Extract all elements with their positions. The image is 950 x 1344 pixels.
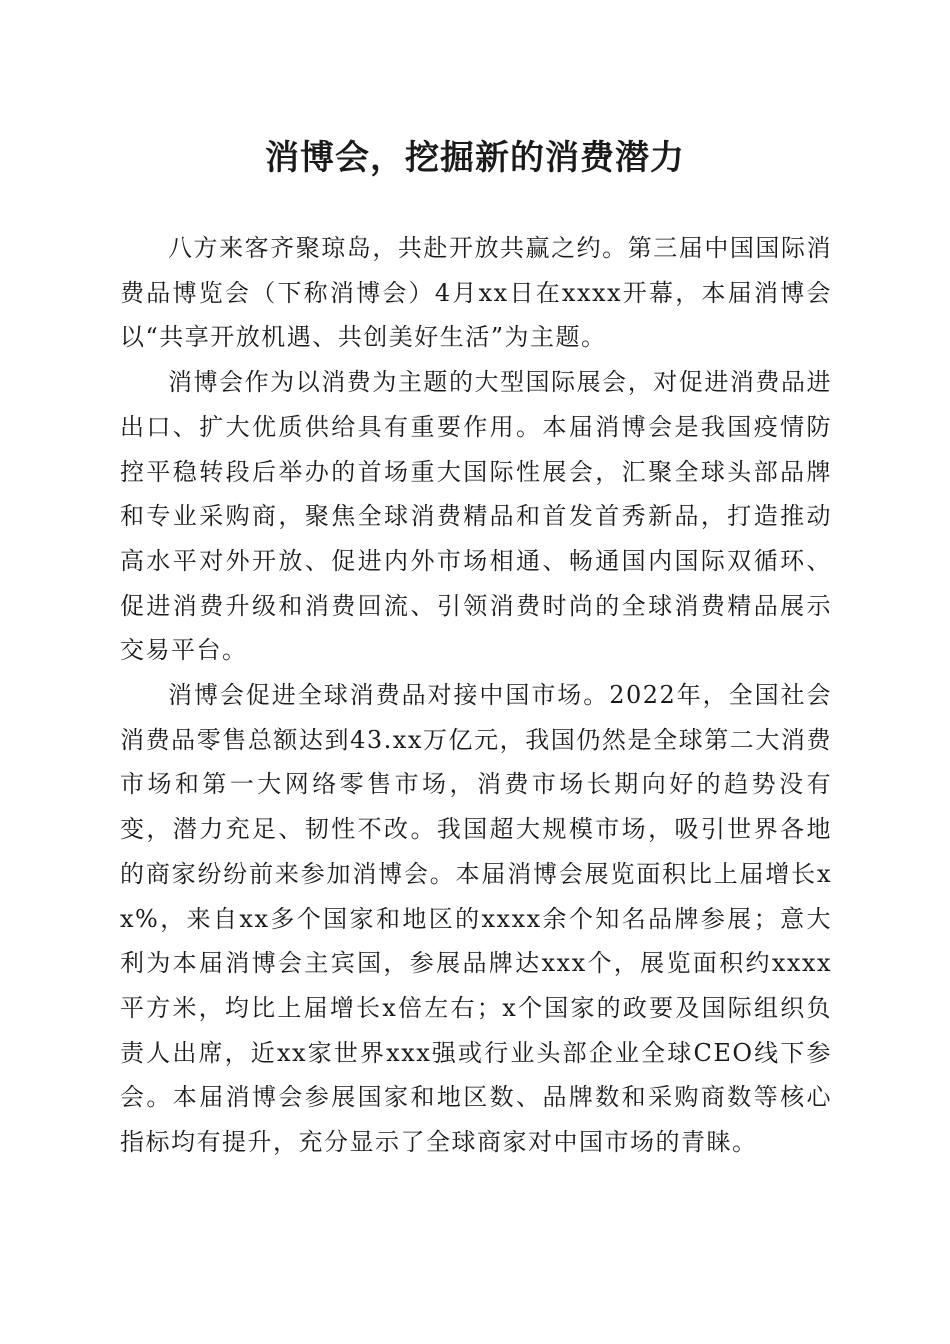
document-body	[120, 226, 832, 1165]
document-title: 消博会，挖掘新的消费潜力	[265, 138, 685, 178]
paragraph-3: 消博会促进全球消费品对接中国市场。2022年，全国社会消费品零售总额达到43.xx万亿元，我国仍然是全球第二大消费市场和第一大网络零售市场，消费市场长期向好的趋势没有变，潜力充足、韧性不改。我国超大规模市场，吸引世界各地的商家纷纷前来参加消博会。本届消博会展览面积比上届增长xx%，来自xx多个国家和地区的xxxx余个知名品牌参展；意大利为本届消博会主宾国，参展品牌达xxx个，展览面积约xxxx平方米，均比上届增长x倍左右；x个国家的政要及国际组织负责人出席，近xx家世界xxx强或行业头部企业全球CEO线下参会。本届消博会参展国家和地区数、品牌数和采购商数等核心指标均有提升，充分显示了全球商家对中国市场的青睐。	[120, 681, 832, 1157]
paragraph-1: 八方来客齐聚琼岛，共赴开放共赢之约。第三届中国国际消费品博览会（下称消博会）4月xx日在xxxx开幕，本届消博会以“共享开放机遇、共创美好生活”为主题。	[120, 234, 832, 352]
paragraph-2: 消博会作为以消费为主题的大型国际展会，对促进消费品进出口、扩大优质供给具有重要作用。本届消博会是我国疫情防控平稳转段后举办的首场重大国际性展会，汇聚全球头部品牌和专业采购商，聚焦全球消费精品和首发首秀新品，打造推动高水平对外开放、促进内外市场相通、畅通国内国际双循环、促进消费升级和消费回流、引领消费时尚的全球消费精品展示交易平台。	[120, 368, 832, 665]
